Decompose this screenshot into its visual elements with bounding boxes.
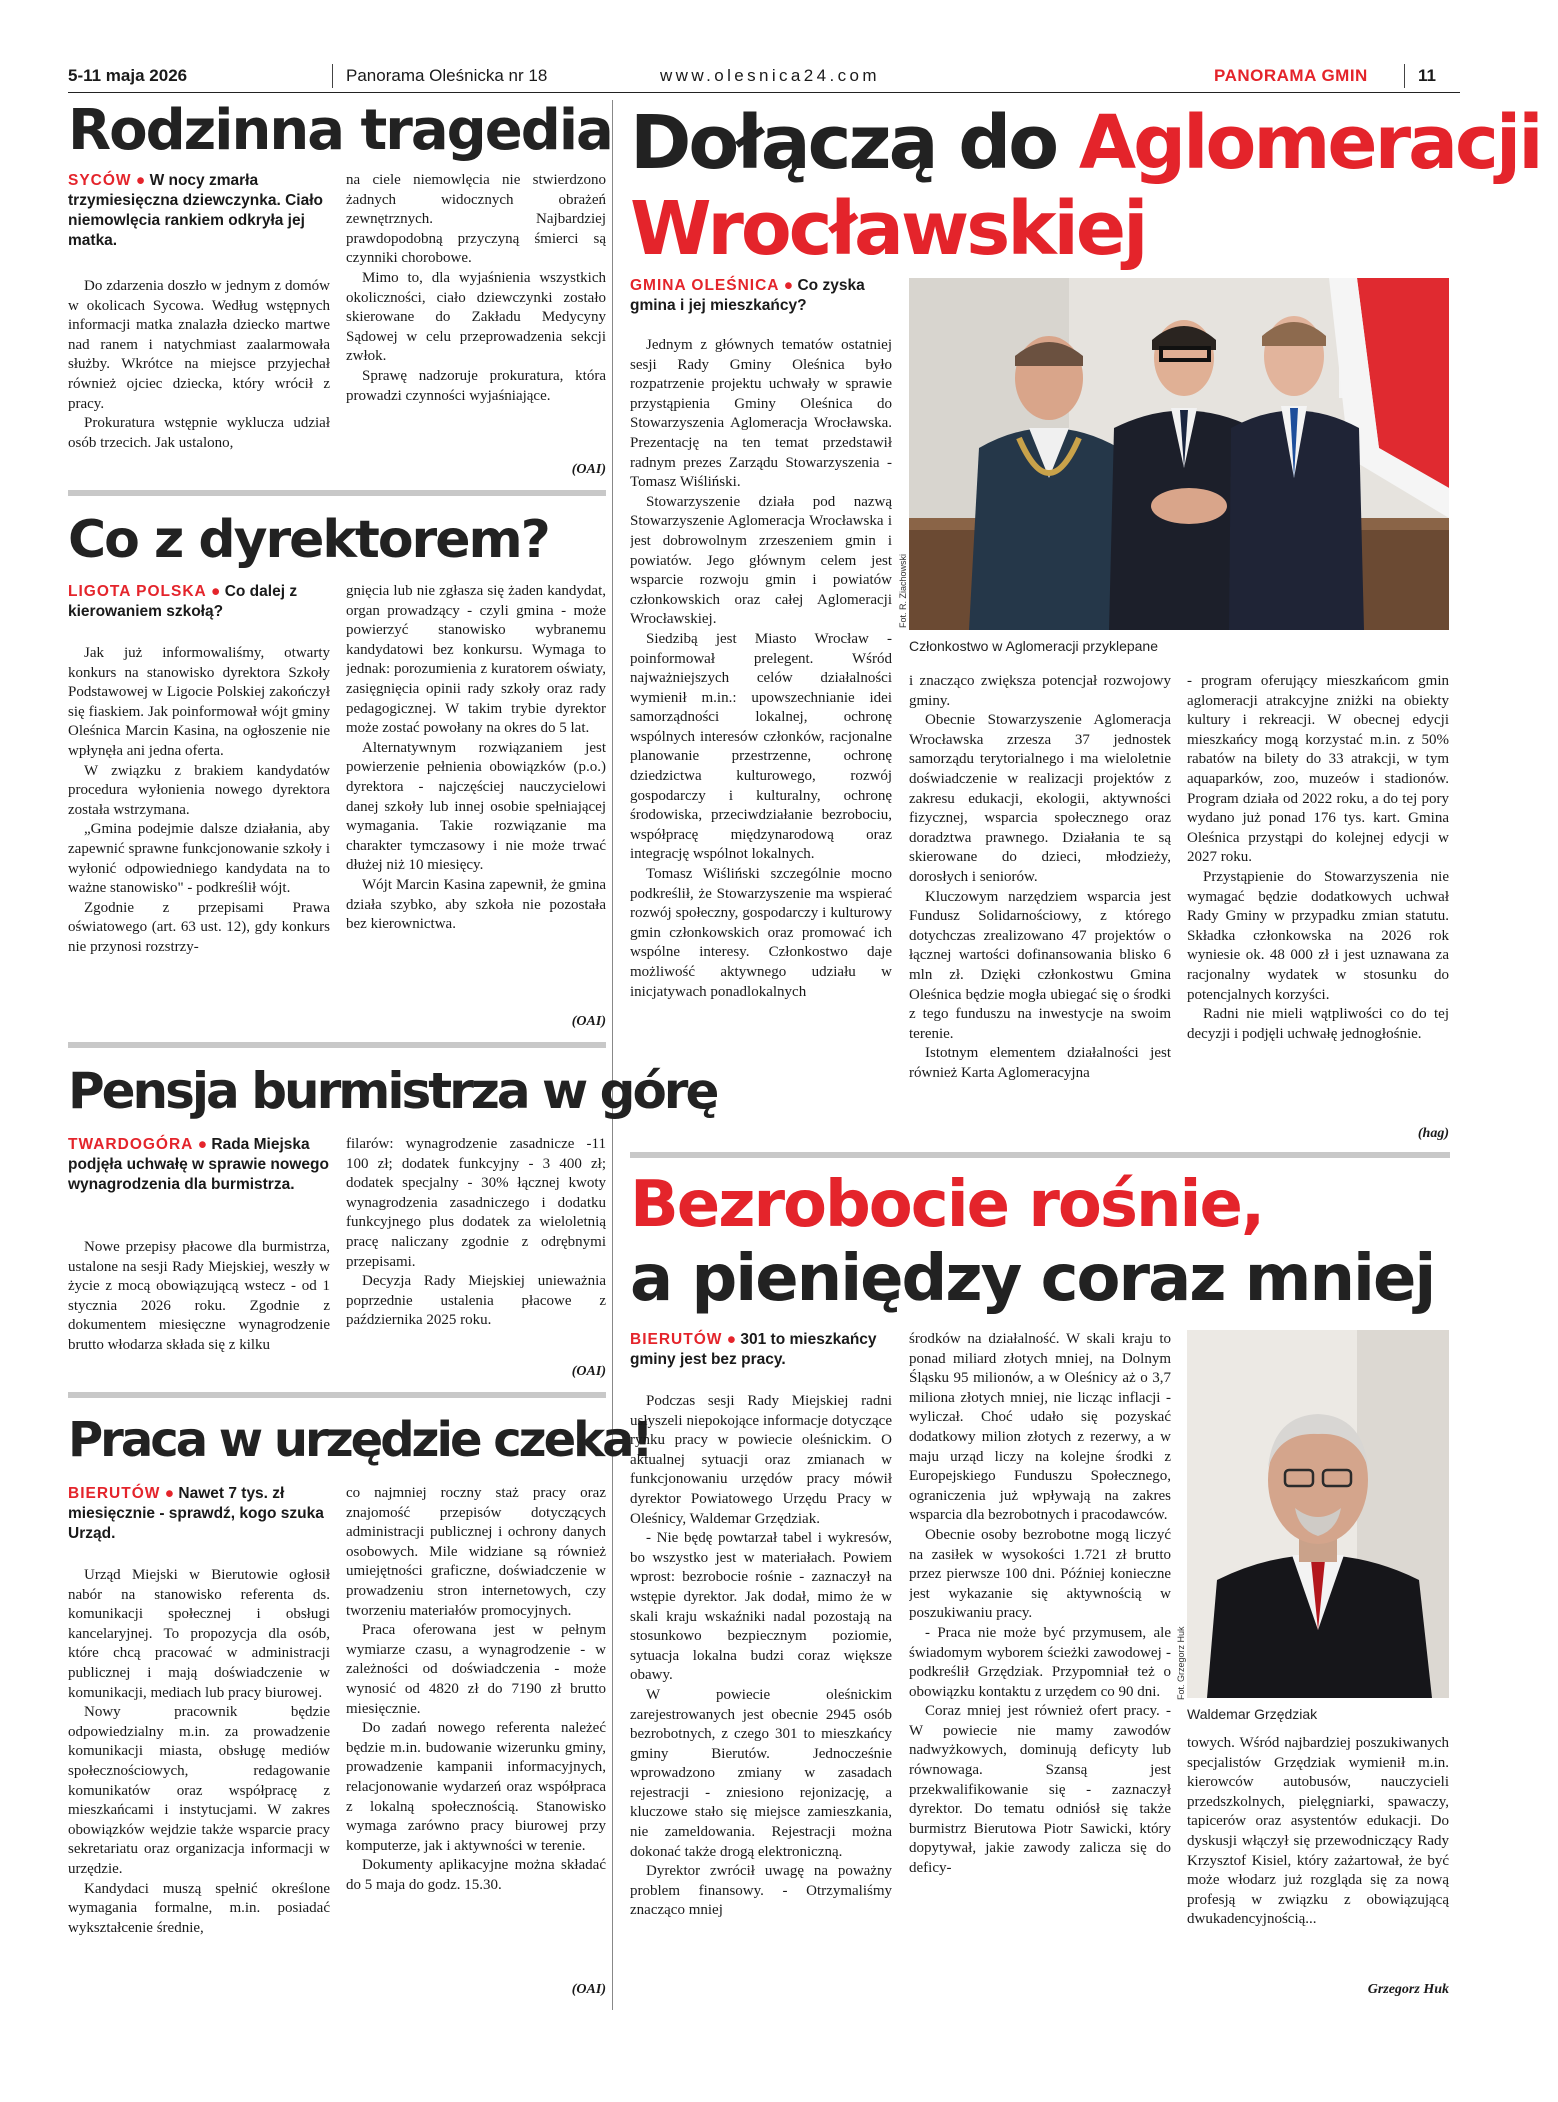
article-column: na ciele niemowlęcia nie stwierdzono żadnych widocznych obrażeń zewnętrznych. Najbardziej prawdopodobną przyczyną śmierci są czynniki chorobowe. Mimo to, dla wyjaśnienia wszystkich okoliczności, ciało dziewczynki zostało skierowane do Zakładu Medycyny Sądowej w celu przeprowadzenia sekcji zwłok. Sprawę nadzoruje prokuratura, która prowadzi czynności wyjaśniające. xyxy=(346,172,606,404)
article-column: środków na działalność. W skali kraju to ponad miliard złotych mniej, na Dolnym Śląsku 95 milionów, a w Oleśnicy aż o 3,7 miliona złotych mniej, nie licząc inflacji - wyliczał. Choć udało się pozyskać dodatkowy milion złotych z rezerwy, a w maju urząd liczy na kolejne środki z Europejskiego Funduszu Społecznego, ograniczenia już wpływają na zakres wsparcia dla bezrobotnych i pracodawców. Obecnie osoby bezrobotne mogą liczyć na zasiłek w wysokości 1.721 zł brutto przez pierwsze 100 dni. Później konieczne jest wykazanie się aktywnością w poszukiwaniu pracy. - Praca nie może być przymusem, ale świadomym wyborem ścieżki zawodowej - podkreślił Grzędziak. Przypomniał też o obowiązku kontaktu z urzędem co 90 dni. Coraz mniej jest również ofert pracy. - W powiecie nie mamy zawodów nadwyżkowych, dominują deficyty lub równowaga. Szansą jest przekwalifikowanie się - zaznaczył dyrektor. Do tematu odniósł się także burmistrz Bierutowa Piotr Sawicki, który dopytywał, jakie zawody zalicza się do deficy- xyxy=(909,1331,1171,1877)
article-column: Podczas sesji Rady Miejskiej radni usłyszeli niepokojące informacje dotyczące rynku pracy w powiecie oleśnickim. O aktualnej sytuacji oraz zmianach w funkcjonowaniu urzędów pracy mówił dyrektor Powiatowego Urzędu Pracy w Oleśnicy, Waldemar Grzędziak. - Nie będę powtarzał tabel i wykresów, bo wszystko jest w materiałach. Powiem wprost: bezrobocie rośnie - zaznaczył na wstępie dyrektor. Jak dodał, mimo że w skali kraju wskaźniki nadal pozostają na stosunkowo bezpiecznym poziomie, sytuacja lokalna budzi coraz większe obawy. W powiecie oleśnickim zarejestrowanych jest obecnie 2945 osób bezrobotnych, z czego 301 to mieszkańcy gminy Bierutów. Jednocześnie wprowadzono zmiany w zasadach rejestracji - zniesiono rejonizację, a kluczowe stało się miejsce zamieszkania, nie zameldowania. Rejestracji można dokonać także drogą elektroniczną. Dyrektor zwrócił uwagę na poważny problem finansowy. - Otrzymaliśmy znacząco mniej xyxy=(630,1393,892,1919)
article-lead: BIERUTÓW ● Nawet 7 tys. zł miesięcznie - sprawdź, kogo szuka Urząd. xyxy=(68,1485,324,1542)
article-title: Rodzinna tragedia xyxy=(68,98,612,163)
article-column: Jednym z głównych tematów ostatniej sesji Rady Gminy Oleśnica było rozpatrzenie projektu uchwały w sprawie przystąpienia Gminy Oleśnica do Stowarzyszenia Aglomeracja Wrocławska. Prezentację na ten temat przedstawił radnym prezes Zarządu Stowarzyszenia - Tomasz Wiśliński. Stowarzyszenie działa pod nazwą Stowarzyszenie Aglomeracja Wrocławska i jest dobrowolnym zrzeszeniem gmin i powiatów. Jego głównym celem jest wsparcie rozwoju gmin i powiatów członkowskich oraz całej Aglomeracji Wrocławskiej. Siedzibą jest Miasto Wrocław - poinformował prelegent. Wśród najważniejszych celów działalności wymienił m.in.: upowszechnianie idei samorządności lokalnej, ochronę wspólnych interesów członków, racjonalne planowanie przestrzenne, ochronę dziedzictwa kulturowego, rozwój gospodarczy i kulturalny, ochronę środowiska, przeciwdziałanie bezrobociu, współpracę międzynarodową oraz integrację wspólnot lokalnych. Tomasz Wiśliński szczególnie mocno podkreślił, że Stowarzyszenie ma wspierać rozwój społeczny, gospodarczy i kulturowy gmin członkowskich oraz promować ich wspólne interesy. Członkostwo daje możliwość aktywnego udziału w inicjatywach ponadlokalnych xyxy=(630,337,892,1000)
article-column: Do zdarzenia doszło w jednym z domów w okolicach Sycowa. Według wstępnych informacji matka znalazła dziecko martwe nad ranem i natychmiast zaalarmowała służby. Wkrótce na miejsce przyjechał również ojciec dziecka, który wrócił z pracy. Prokuratura wstępnie wyklucza udział osób trzecich. Jak ustalono, xyxy=(68,278,330,451)
article-column: Urząd Miejski w Bierutowie ogłosił nabór na stanowisko referenta ds. komunikacji społecznej i obsługi kancelaryjnej. To propozycja dla osób, które chcą pracować w administracji publicznej i mają doświadczenie w komunikacji, mediach lub pracy biurowej. Nowy pracownik będzie odpowiedzialny m.in. za prowadzenie komunikacji miasta, obsługę mediów społecznościowych, redagowanie komunikatów oraz współpracę z mieszkańcami i instytucjami. W zakres obowiązków wejdzie także wsparcie pracy sekretariatu oraz organizacja informacji w urzędzie. Kandydaci muszą spełnić określone wymagania formalne, m.in. posiadać wykształcenie średnie, xyxy=(68,1567,330,1936)
article-column: Nowe przepisy płacowe dla burmistrza, ustalone na sesji Rady Miejskiej, weszły w życie z mocą obowiązującą wstecz - od 1 stycznia 2026 roku. Zgodnie z dokumentem miesięczne wynagrodzenie brutto włodarza składa się z kilku xyxy=(68,1239,330,1353)
author-signature: (OAI) xyxy=(571,1982,606,1997)
author-signature: (OAI) xyxy=(571,1014,606,1029)
article-title: Bezrobocie rośnie, a pieniędzy coraz mniej xyxy=(630,1168,1435,1316)
author-signature: (OAI) xyxy=(571,1364,606,1379)
article-column: filarów: wynagrodzenie zasadnicze -11 100 zł; dodatek funkcyjny - 3 400 zł; dodatek specjalny - 30% łącznej kwoty wynagrodzenia zasadniczego i dodatku funkcyjnego plus dodatek za wieloletnią pracę naliczany zgodnie z odrębnymi przepisami. Decyzja Rady Miejskiej unieważnia poprzednie ustalenia płacowe z października 2025 roku. xyxy=(346,1136,606,1329)
article-lead: TWARDOGÓRA ● Rada Miejska podjęła uchwałę w sprawie nowego wynagrodzenia dla burmistrza. xyxy=(68,1136,329,1193)
photo-credit: Fot. R. Ziachowski xyxy=(898,553,908,628)
article-column: Jak już informowaliśmy, otwarty konkurs na stanowisko dyrektora Szkoły Podstawowej w Ligocie Polskiej zakończył się fiaskiem. Jak poinformował wójt gminy Oleśnica Marcin Kasina, na ogłoszenie nie wpłynęła ani jedna oferta. W związku z brakiem kandydatów procedura wyłonienia nowego dyrektora została wstrzymana. „Gmina podejmie dalsze działania, aby zapewnić sprawne funkcjonowanie szkoły i wyłonić odpowiedniego kandydata na to ważne stanowisko" - podkreślił wójt. Zgodnie z przepisami Prawa oświatowego (art. 63 ust. 12), gdy konkurs nie przynosi rozstrzy- xyxy=(68,645,330,955)
article-photo xyxy=(1187,1330,1449,1698)
article-column: co najmniej roczny staż pracy oraz znajomość przepisów dotyczących administracji publicznej i ochrony danych osobowych. Mile widziane są również umiejętności graficzne, doświadczenie w prowadzeniu stron internetowych, czy tworzeniu materiałów promocyjnych. Praca oferowana jest w pełnym wymiarze czasu, a wynagrodzenie - w zależności od doświadczenia - może wynosić od 4820 zł do 7190 zł brutto miesięcznie. Do zadań nowego referenta należeć będzie m.in. budowanie wizerunku gminy, prowadzenie kampanii informacyjnych, relacjonowanie wydarzeń oraz współpraca z lokalną społecznością. Stanowisko wymaga zarówno pracy biurowej przy komputerze, jak i aktywności w terenie. Dokumenty aplikacyjne można składać do 5 maja do godz. 15.30. xyxy=(346,1485,606,1893)
author-signature: Grzegorz Huk xyxy=(1367,1982,1449,1997)
site-url: www.olesnica24.com xyxy=(660,66,880,85)
article-column: towych. Wśród najbardziej poszukiwanych specjalistów Grzędziak wymienił m.in. kierowców autobusów, nauczycieli przedszkolnych, pielęgniarki, spawaczy, tapicerów oraz asystentów edukacji. Do dyskusji włączył się przewodniczący Rady Krzysztof Kisiel, który zażartował, że być może włodarz już rozgląda się za nową profesją w związku z obowiązującą dwukadencyjnością... xyxy=(1187,1735,1449,1928)
page-header xyxy=(68,64,1468,92)
article-lead: LIGOTA POLSKA ● Co dalej z kierowaniem szkołą? xyxy=(68,583,298,620)
page-number: 11 xyxy=(1418,66,1436,85)
article-column: gnięcia lub nie zgłasza się żaden kandydat, organ prowadzący - czyli gmina - może powierzyć stanowisko wybranemu kandydatowi bez konkursu. Wymaga to jednak: porozumienia z kuratorem oświaty, zasięgnięcia opinii rady szkoły oraz rady pedagogicznej. W takim trybie dyrektor może zostać powołany na okres do 5 lat. Alternatywnym rozwiązaniem jest powierzenie pełnienia obowiązków (p.o.) dyrektora - najczęściej nauczycielowi danej szkoły lub innej osobie spełniającej wymagania. Takie rozwiązanie ma charakter tymczasowy i nie może trwać dłużej niż 10 miesięcy. Wójt Marcin Kasina zapewnił, że gmina działa szybko, aby szkoła nie pozostała bez kierownictwa. xyxy=(346,583,606,933)
article-column: - program oferujący mieszkańcom gmin aglomeracji atrakcyjne zniżki na obiekty kultury i rekreacji. W obecnej edycji mieszkańcy mogą korzystać m.in. z 50% rabatów na bilety do 33 atrakcji, w tym aquaparków, zoo, muzeów i stadionów. Program działa od 2022 roku, a do tej pory wydano już ponad 176 tys. kart. Gmina Oleśnica przystąpi do kolejnej edycji w 2027 roku. Przystąpienie do Stowarzyszenia nie wymagać będzie dodatkowych uchwał Rady Gminy w przypadku zmian statutu. Składka członkowska na 2026 rok wyniesie ok. 48 000 zł i jest uznawana za racjonalny wydatek w stosunku do potencjalnych korzyści. Radni nie mieli wątpliwości co do tej decyzji i podjęli uchwałę jednogłośnie. xyxy=(1187,673,1449,1042)
photo-caption: Członkostwo w Aglomeracji przyklepane xyxy=(909,638,1158,654)
author-signature: (hag) xyxy=(1417,1126,1449,1141)
issue-name: Panorama Oleśnicka nr 18 xyxy=(346,66,548,85)
photo-credit: Fot. Grzegorz Huk xyxy=(1176,1626,1186,1700)
article-lead: SYCÓW ● W nocy zmarła trzymiesięczna dziewczynka. Ciało niemowlęcia rankiem odkryła jej matka. xyxy=(68,172,323,249)
handshake-photo xyxy=(909,278,1449,630)
article-title: Co z dyrektorem? xyxy=(68,510,549,570)
article-title: Praca w urzędzie czeka! xyxy=(68,1412,651,1468)
article-lead: BIERUTÓW ● 301 to mieszkańcy gminy jest bez pracy. xyxy=(630,1331,877,1368)
issue-date: 5-11 maja 2026 xyxy=(68,66,188,85)
article-title: Pensja burmistrza w górę xyxy=(68,1062,717,1120)
article-lead: GMINA OLEŚNICA ● Co zyska gmina i jej mieszkańcy? xyxy=(630,277,865,314)
article-column: i znacząco zwiększa potencjał rozwojowy gminy. Obecnie Stowarzyszenie Aglomeracja Wrocławska zrzesza 37 jednostek samorządu terytorialnego i ma wieloletnie doświadczenie w realizacji projektów z zakresu edukacji, ekologii, aktywności fizycznej, wsparcia społecznego oraz doradztwa prawnego. Działania te są skierowane do dzieci, młodzieży, dorosłych i seniorów. Kluczowym narzędziem wsparcia jest Fundusz Solidarnościowy, z którego dotychczas zrealizowano 47 projektów o łącznej wartości dofinansowania blisko 6 mln zł. Dzięki członkostwu Gmina Oleśnica będzie mogła ubiegać się o środki z tego funduszu na inwestycje na swoim terenie. Istotnym elementem działalności jest również Karta Aglomeracyjna xyxy=(909,673,1171,1081)
article-photo xyxy=(909,278,1449,630)
portrait-photo xyxy=(1187,1330,1449,1698)
section-name: PANORAMA GMIN xyxy=(1214,66,1368,85)
article-title: Dołączą do Aglomeracji Wrocławskiej xyxy=(630,100,1541,272)
photo-caption: Waldemar Grzędziak xyxy=(1187,1706,1318,1722)
author-signature: (OAI) xyxy=(571,462,606,477)
